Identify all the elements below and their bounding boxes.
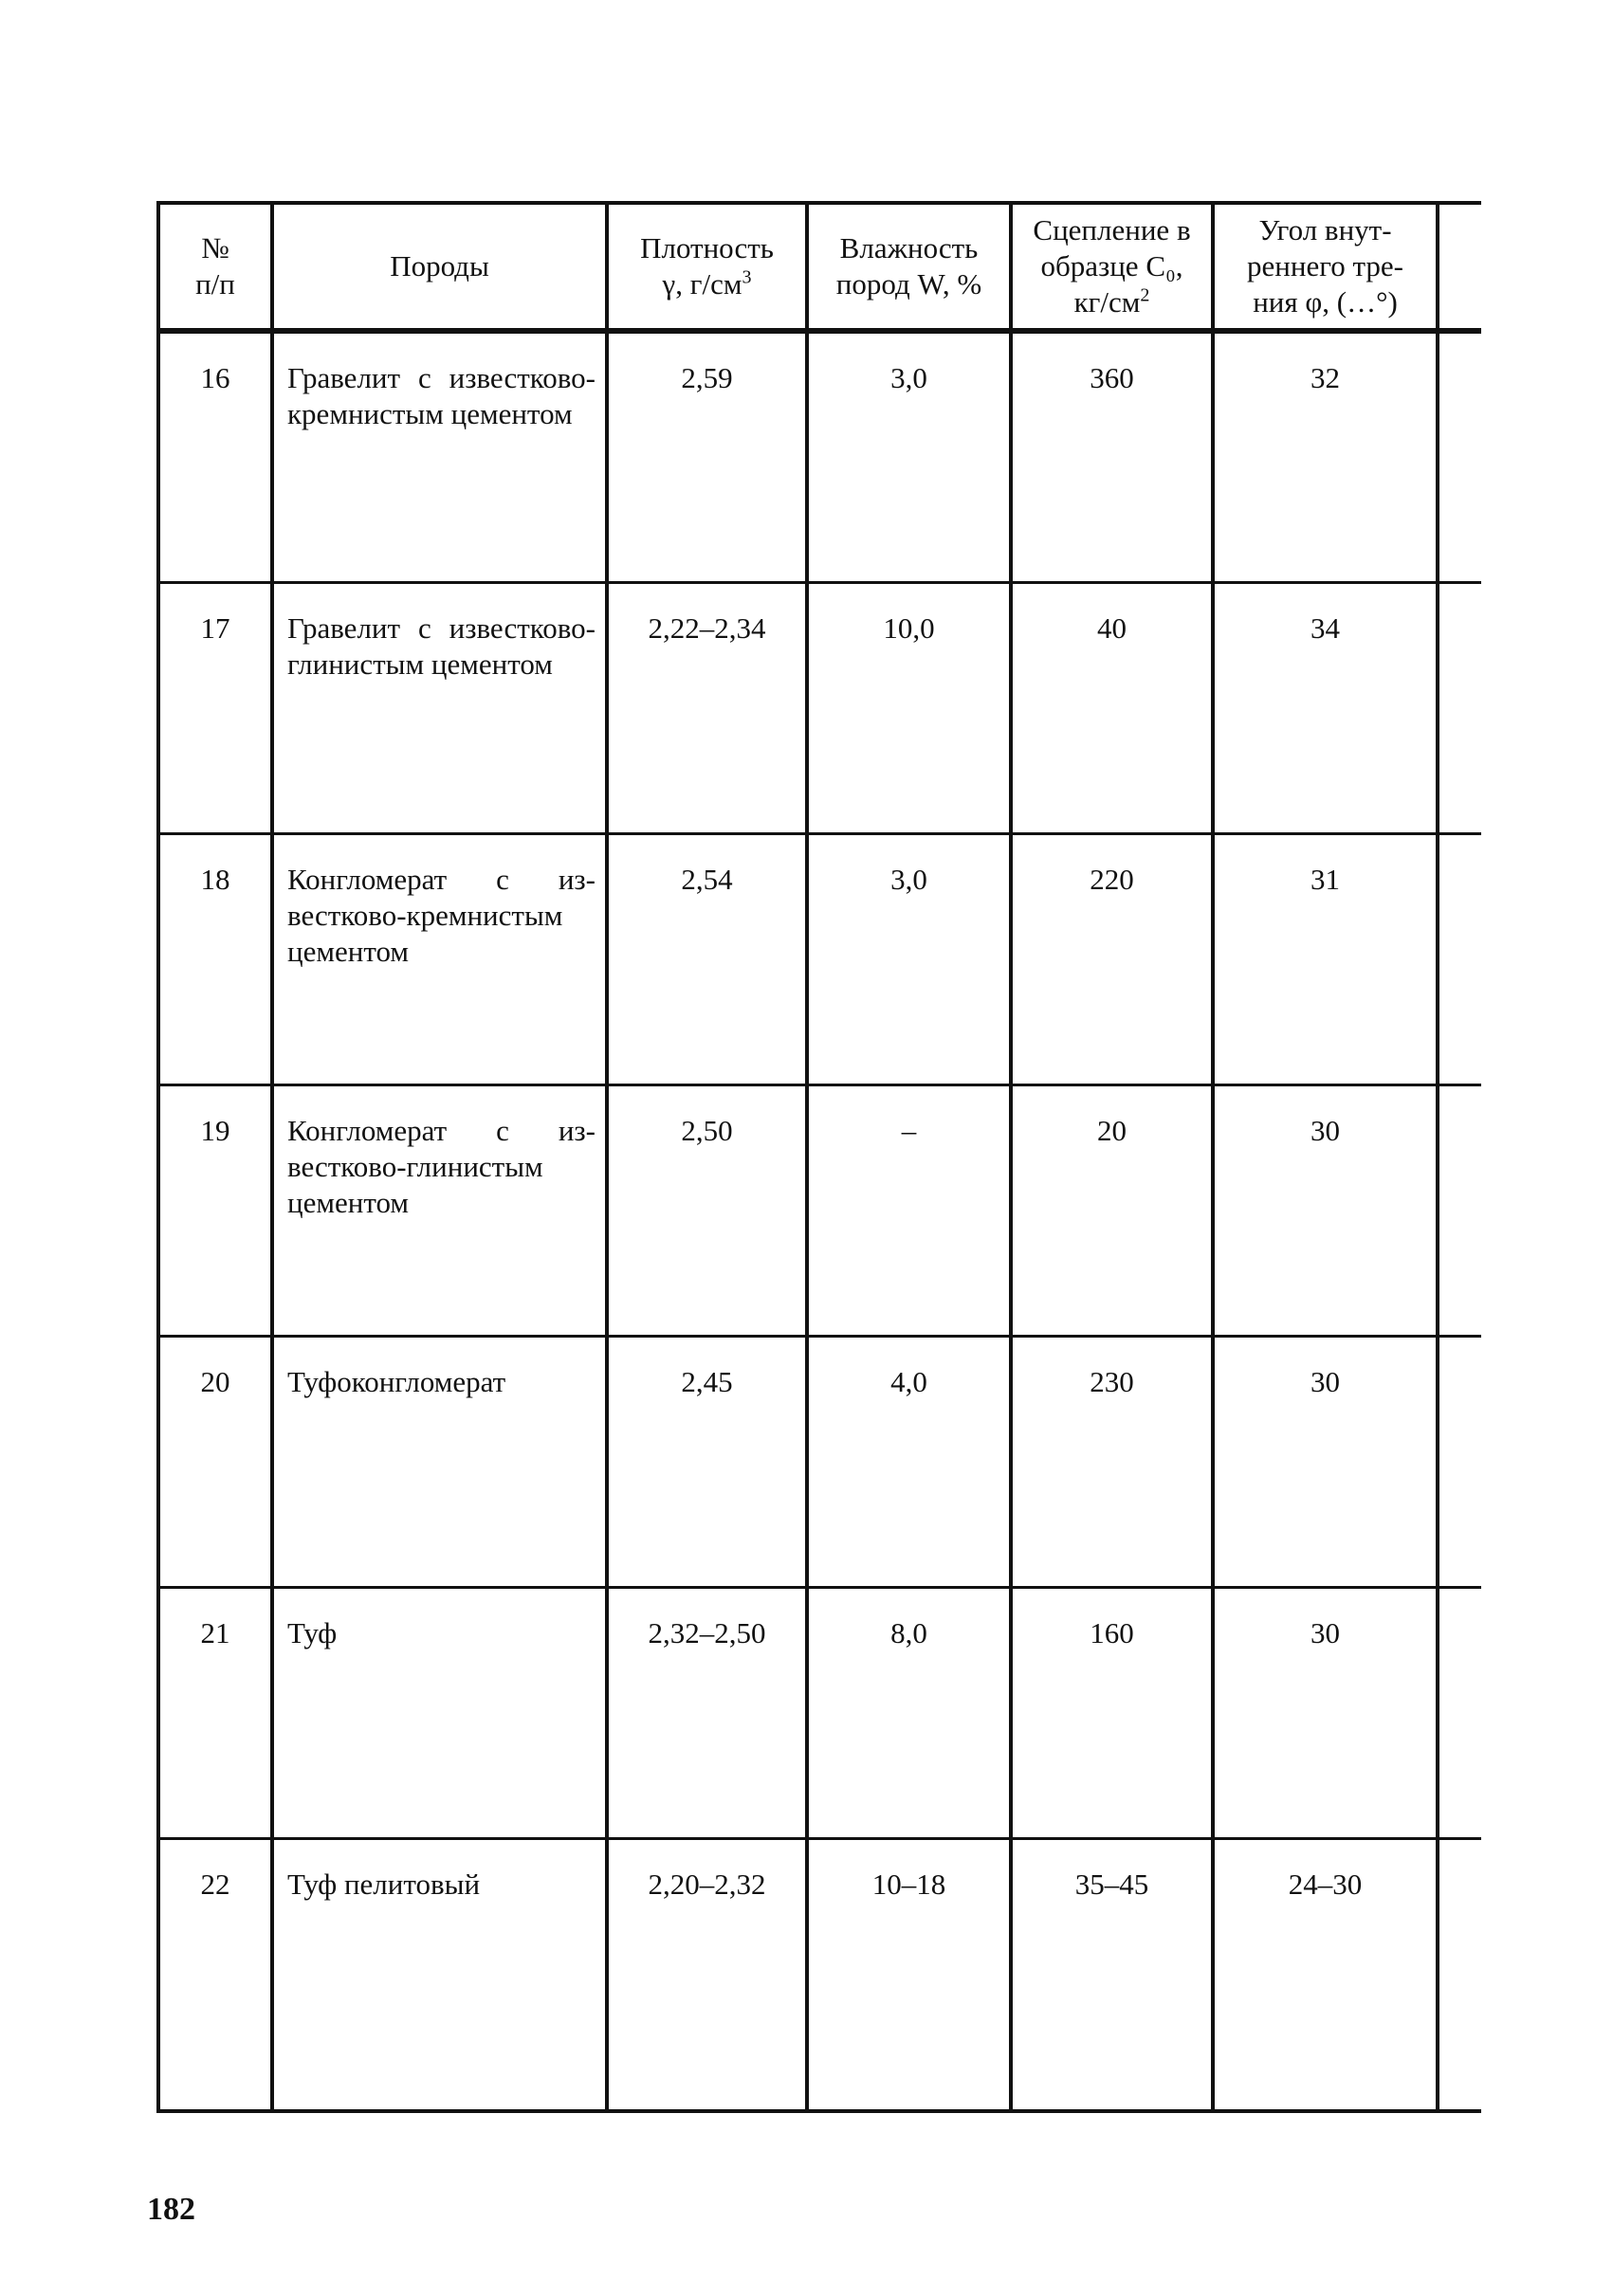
cell-num: 19: [158, 1084, 272, 1336]
cell-rock: Гравелит с известково-кремнистым цементом: [272, 331, 607, 582]
cell-angle: 31: [1213, 833, 1438, 1084]
header-angle-line2: реннего тре-: [1247, 249, 1403, 282]
header-angle: [1213, 203, 1438, 331]
header-moisture-line2: пород W, %: [835, 267, 982, 301]
cell-cohesion: 220: [1011, 833, 1213, 1084]
cell-density: 2,59: [607, 331, 807, 582]
cell-num: 16: [158, 331, 272, 582]
header-density-sup: 3: [742, 266, 752, 288]
cell-cohesion: 230: [1011, 1336, 1213, 1587]
cell-num: 20: [158, 1336, 272, 1587]
cell-density: 2,20–2,32: [607, 1838, 807, 2111]
cell-num: 18: [158, 833, 272, 1084]
header-rock-label: Породы: [390, 249, 489, 282]
table-row: [158, 331, 1481, 582]
header-num-line2: п/п: [195, 267, 235, 301]
table-row: [158, 1838, 1481, 2111]
cell-cohesion: 20: [1011, 1084, 1213, 1336]
cell-num: 17: [158, 582, 272, 833]
cell-cohesion: 160: [1011, 1587, 1213, 1838]
cell-moisture: 8,0: [807, 1587, 1011, 1838]
page-number: 182: [147, 2192, 195, 2227]
table-row: [158, 1336, 1481, 1587]
cell-angle: 32: [1213, 331, 1438, 582]
header-cohesion: [1011, 203, 1213, 331]
header-cohesion-line3: кг/см: [1073, 285, 1141, 319]
cell-cohesion: 40: [1011, 582, 1213, 833]
header-cohesion-sup: 2: [1140, 284, 1150, 306]
cell-cut-off: [1438, 1084, 1481, 1336]
header-row: [158, 203, 1481, 331]
cell-angle: 34: [1213, 582, 1438, 833]
header-num-line1: №: [201, 231, 229, 264]
cell-angle: 30: [1213, 1084, 1438, 1336]
cell-angle: 30: [1213, 1587, 1438, 1838]
header-cohesion-line1: Сцепление в: [1033, 213, 1191, 246]
header-cut-off-column: [1438, 203, 1481, 331]
table-row: [158, 1084, 1481, 1336]
cell-moisture: 10,0: [807, 582, 1011, 833]
cell-rock: Гравелит с известково-глинистым цементом: [272, 582, 607, 833]
header-density: [607, 203, 807, 331]
cell-density: 2,32–2,50: [607, 1587, 807, 1838]
cell-rock: Туф пелитовый: [272, 1838, 607, 2111]
cell-moisture: 3,0: [807, 833, 1011, 1084]
header-angle-line3: ния φ, (…°): [1253, 285, 1398, 319]
cell-rock: Конгломерат с известково-кремнистым цементом: [272, 833, 607, 1084]
table-row: [158, 582, 1481, 833]
cell-moisture: 4,0: [807, 1336, 1011, 1587]
cell-moisture: 10–18: [807, 1838, 1011, 2111]
header-rock: [272, 203, 607, 331]
cell-density: 2,50: [607, 1084, 807, 1336]
cell-rock: Туфоконгломерат: [272, 1336, 607, 1587]
header-num: [158, 203, 272, 331]
cell-cut-off: [1438, 1838, 1481, 2111]
cell-angle: 30: [1213, 1336, 1438, 1587]
header-cohesion-line2: образце C₀,: [1040, 249, 1183, 282]
cell-angle: 24–30: [1213, 1838, 1438, 2111]
table-body: [158, 331, 1481, 2111]
rock-properties-table: [156, 201, 1481, 2113]
table-row: [158, 833, 1481, 1084]
header-density-line2: γ, г/см: [662, 267, 742, 301]
cell-moisture: –: [807, 1084, 1011, 1336]
header-moisture: [807, 203, 1011, 331]
cell-cut-off: [1438, 1587, 1481, 1838]
cell-rock: Туф: [272, 1587, 607, 1838]
cell-cut-off: [1438, 833, 1481, 1084]
cell-cohesion: 360: [1011, 331, 1213, 582]
cell-num: 21: [158, 1587, 272, 1838]
header-moisture-line1: Влажность: [839, 231, 979, 264]
cell-cut-off: [1438, 582, 1481, 833]
header-angle-line1: Угол внут-: [1258, 213, 1392, 246]
table-header: [158, 203, 1481, 331]
cell-density: 2,45: [607, 1336, 807, 1587]
cell-rock: Конгломерат с известково-глинистым цементом: [272, 1084, 607, 1336]
cell-num: 22: [158, 1838, 272, 2111]
table-row: [158, 1587, 1481, 1838]
cell-moisture: 3,0: [807, 331, 1011, 582]
cell-density: 2,22–2,34: [607, 582, 807, 833]
cell-cohesion: 35–45: [1011, 1838, 1213, 2111]
cell-density: 2,54: [607, 833, 807, 1084]
header-density-line1: Плотность: [640, 231, 774, 264]
cell-cut-off: [1438, 1336, 1481, 1587]
cell-cut-off: [1438, 331, 1481, 582]
